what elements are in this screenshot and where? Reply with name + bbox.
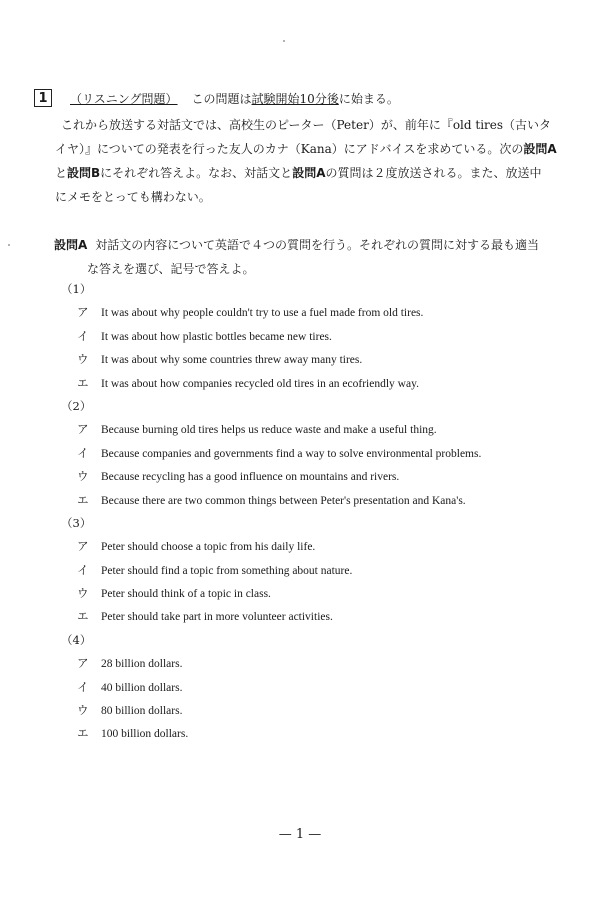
answer-option	[61, 301, 481, 324]
instructions-line: にメモをとっても構わない。	[55, 190, 211, 204]
start-note-underlined: 試験開始10分後	[251, 91, 339, 106]
scan-speck	[8, 244, 10, 246]
instructions-line	[55, 161, 560, 185]
option-letter: ウ	[77, 703, 89, 718]
start-note	[192, 90, 399, 107]
setsumon-a-ref: 設問A	[523, 142, 557, 156]
answer-option	[61, 652, 481, 675]
setsumon-a-tag: 設問A	[54, 238, 88, 252]
option-letter: ウ	[77, 469, 89, 484]
option-text: 40 billion dollars.	[101, 681, 183, 694]
instructions	[55, 113, 560, 209]
answer-option	[61, 325, 481, 348]
scan-speck	[283, 40, 285, 42]
listening-label: （リスニング問題）	[70, 91, 178, 106]
setsumon-b-ref: 設問B	[67, 166, 101, 180]
page-number: — 1 —	[278, 827, 322, 842]
option-text: Peter should take part in more volunteer activities.	[101, 611, 333, 624]
option-text: It was about why people couldn't try to use a fuel made from old tires.	[101, 307, 424, 320]
option-text: It was about why some countries threw away many tires.	[101, 354, 363, 367]
setsumon-a-line: な答えを選び、記号で答えよ。	[87, 262, 255, 276]
option-text: 28 billion dollars.	[101, 658, 183, 671]
instructions-line	[55, 137, 560, 161]
option-letter: ウ	[77, 352, 89, 367]
option-letter: ア	[77, 539, 89, 554]
answer-option	[61, 722, 481, 745]
option-text: 80 billion dollars.	[101, 705, 183, 718]
answer-option	[61, 348, 481, 371]
option-letter: イ	[77, 445, 89, 460]
question-number-box: 1	[34, 89, 52, 107]
answer-option	[61, 676, 481, 699]
answer-option	[61, 418, 481, 441]
answer-option	[61, 535, 481, 558]
option-letter: エ	[77, 492, 89, 507]
question-list	[61, 278, 481, 746]
answer-option	[61, 442, 481, 465]
answer-option	[61, 489, 481, 512]
instructions-text: にそれぞれ答えよ。なお、対話文と	[100, 166, 293, 180]
option-text: Because there are two common things between Peter's presentation and Kana's.	[101, 494, 466, 507]
setsumon-a-text: 対話文の内容について英語で４つの質問を行う。それぞれの質問に対する最も適当	[95, 238, 540, 252]
start-note-after: に始まる。	[338, 91, 399, 106]
instructions-text: イヤ）』についての発表を行った友人のカナ（Kana）にアドバイスを求めている。次の	[55, 142, 524, 156]
option-letter: ウ	[77, 586, 89, 601]
start-note-before: この問題は	[191, 91, 252, 106]
answer-option	[61, 582, 481, 605]
option-letter: エ	[77, 609, 89, 624]
instructions-text: と	[55, 166, 68, 180]
question-header	[34, 89, 399, 107]
setsumon-a-line	[54, 233, 539, 257]
option-letter: イ	[77, 562, 89, 577]
question-label: （1）	[61, 282, 92, 296]
option-letter: ア	[77, 422, 89, 437]
answer-option	[61, 372, 481, 395]
option-letter: ア	[77, 656, 89, 671]
instructions-text: の質問は２度放送される。また、放送中	[325, 166, 542, 180]
option-letter: イ	[77, 679, 89, 694]
question-label: （4）	[61, 632, 92, 647]
answer-option	[61, 605, 481, 628]
option-text: 100 billion dollars.	[101, 728, 189, 741]
answer-option	[61, 559, 481, 582]
setsumon-a-ref: 設問A	[292, 166, 326, 180]
setsumon-a	[54, 233, 539, 281]
question-label: （2）	[61, 398, 92, 413]
option-letter: ア	[77, 305, 89, 320]
option-text: Peter should choose a topic from his daily life.	[101, 541, 316, 554]
option-text: Peter should think of a topic in class.	[101, 588, 271, 601]
option-text: Because companies and governments find a way to solve environmental problems.	[101, 447, 482, 460]
option-text: It was about how plastic bottles became new tires.	[101, 330, 332, 343]
instructions-line: これから放送する対話文では、高校生のピーター（Peter）が、前年に『old tires（古いタ	[61, 118, 552, 132]
answer-option	[61, 465, 481, 488]
answer-option	[61, 699, 481, 722]
option-text: Peter should find a topic from something about nature.	[101, 564, 353, 577]
option-text: Because burning old tires helps us reduce waste and make a useful thing.	[101, 424, 437, 437]
question-label: （3）	[61, 515, 92, 530]
option-text: It was about how companies recycled old tires in an ecofriendly way.	[101, 377, 419, 390]
option-text: Because recycling has a good influence on mountains and rivers.	[101, 471, 400, 484]
option-letter: イ	[77, 328, 89, 343]
option-letter: エ	[77, 726, 89, 741]
option-letter: エ	[77, 375, 89, 390]
